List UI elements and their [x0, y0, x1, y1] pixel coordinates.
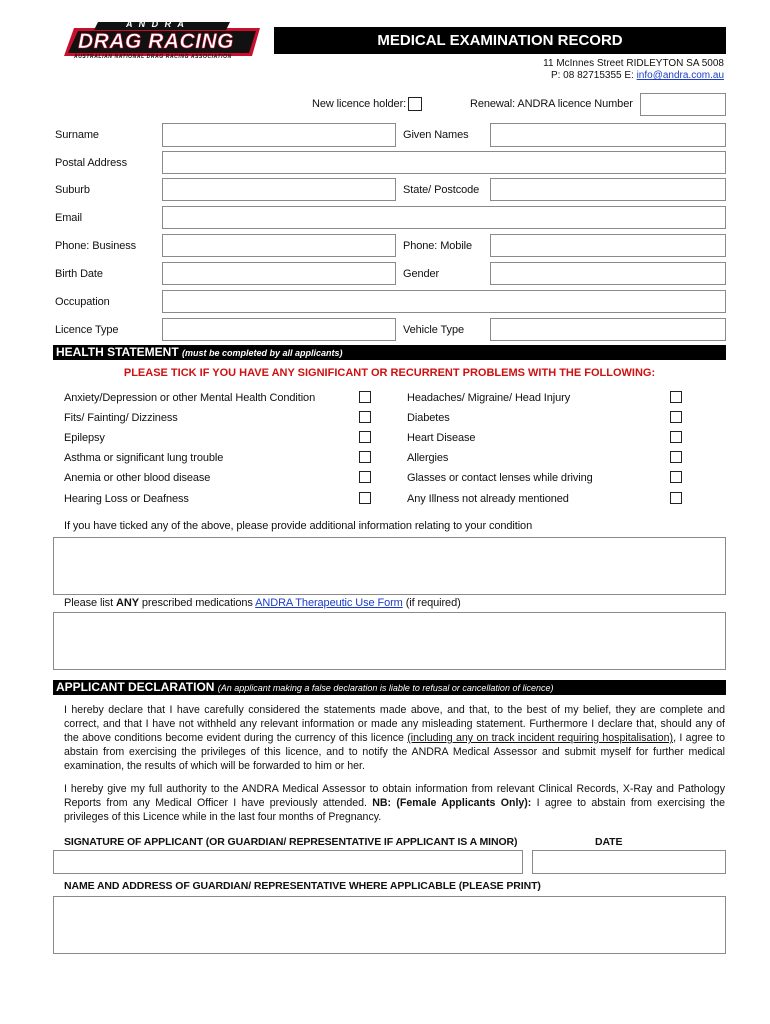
- new-licence-label: New licence holder:: [312, 98, 407, 110]
- licence-type-field[interactable]: [162, 318, 396, 341]
- condition-checkbox-left[interactable]: [359, 431, 371, 443]
- condition-label-left: Asthma or significant lung trouble: [64, 452, 224, 464]
- occupation-field[interactable]: [162, 290, 726, 313]
- condition-checkbox-left[interactable]: [359, 391, 371, 403]
- email-label: Email: [55, 212, 83, 224]
- condition-label-right: Allergies: [407, 452, 449, 464]
- condition-checkbox-left[interactable]: [359, 451, 371, 463]
- condition-checkbox-left[interactable]: [359, 411, 371, 423]
- medications-any: ANY: [116, 597, 139, 609]
- logo-main-text: DRAG RACING: [78, 30, 234, 53]
- declaration-paragraph-2: [64, 782, 725, 824]
- surname-label: Surname: [55, 129, 99, 141]
- additional-info-field[interactable]: [53, 537, 726, 595]
- condition-label-right: Diabetes: [407, 412, 450, 424]
- phone-business-field[interactable]: [162, 234, 396, 257]
- licence-type-label: Licence Type: [55, 324, 119, 336]
- para2-nb: NB: (Female Applicants Only):: [372, 797, 532, 809]
- vehicle-type-field[interactable]: [490, 318, 726, 341]
- para2-text-b: I agree to abstain from exercising the privileges of this Licence while in the last four months of Pregnancy.: [64, 797, 725, 823]
- postal-address-label: Postal Address: [55, 157, 127, 169]
- state-postcode-field[interactable]: [490, 178, 726, 201]
- health-heading: HEALTH STATEMENT: [56, 345, 179, 359]
- para1-text-b: , I agree to abstain from exercising the privileges of this licence, and to notify the ANDRA Medical Assessor and submit myself for further medical examination, the results of which will be forwarded to him or her.: [64, 732, 725, 772]
- para1-text-a: I hereby declare that I have carefully considered the statements made above, and that, to the best of my belief, they are complete and correct, and that I have not withheld any relevant information or made any misleading statement. Furthermore I declare that, should any of the above conditions become evident during the currency of this licence: [64, 704, 725, 744]
- birth-date-label: Birth Date: [55, 268, 103, 280]
- condition-checkbox-right[interactable]: [670, 431, 682, 443]
- therapeutic-use-form-link[interactable]: ANDRA Therapeutic Use Form: [255, 597, 403, 609]
- phone-mobile-field[interactable]: [490, 234, 726, 257]
- condition-label-right: Headaches/ Migraine/ Head Injury: [407, 392, 571, 404]
- para2-text-a: I hereby give my full authority to the ANDRA Medical Assessor to obtain information from relevant Clinical Records, X-Ray and Pathology Reports from any Medical Officer I have previously attended.: [64, 783, 725, 809]
- medications-field[interactable]: [53, 612, 726, 670]
- suburb-label: Suburb: [55, 184, 90, 196]
- health-heading-note: (must be completed by all applicants): [182, 348, 343, 358]
- condition-label-right: Any Illness not already mentioned: [407, 493, 569, 505]
- page-title: MEDICAL EXAMINATION RECORD: [377, 32, 623, 49]
- medications-suffix: (if required): [402, 597, 461, 609]
- given-names-field[interactable]: [490, 123, 726, 147]
- condition-checkbox-right[interactable]: [670, 492, 682, 504]
- guardian-field[interactable]: [53, 896, 726, 954]
- date-field[interactable]: [532, 850, 726, 874]
- condition-label-left: Anemia or other blood disease: [64, 472, 211, 484]
- birth-date-field[interactable]: [162, 262, 396, 285]
- licence-number-field[interactable]: [640, 93, 726, 116]
- logo-sub-text: AUSTRALIAN NATIONAL DRAG RACING ASSOCIATION: [74, 54, 232, 60]
- declaration-bar: [53, 680, 726, 695]
- email-field[interactable]: [162, 206, 726, 229]
- title-bar: [274, 27, 726, 54]
- given-names-label: Given Names: [403, 129, 469, 141]
- condition-checkbox-left[interactable]: [359, 492, 371, 504]
- condition-label-left: Anxiety/Depression or other Mental Health Condition: [64, 392, 316, 404]
- para1-underlined: (including any on track incident requiring hospitalisation): [407, 732, 674, 744]
- postal-address-field[interactable]: [162, 151, 726, 174]
- additional-info-prompt: If you have ticked any of the above, please provide additional information relating to your condition: [64, 520, 533, 532]
- condition-checkbox-right[interactable]: [670, 471, 682, 483]
- renewal-label: Renewal: ANDRA licence Number: [470, 98, 633, 110]
- declaration-heading-note: (An applicant making a false declaration is liable to refusal or cancellation of licence): [217, 683, 554, 693]
- signature-field[interactable]: [53, 850, 523, 874]
- phone-business-label: Phone: Business: [55, 240, 137, 252]
- date-label: DATE: [595, 836, 623, 848]
- contact-prefix: P: 08 82715355 E:: [550, 70, 637, 81]
- condition-checkbox-right[interactable]: [670, 411, 682, 423]
- suburb-field[interactable]: [162, 178, 396, 201]
- condition-checkbox-right[interactable]: [670, 451, 682, 463]
- declaration-heading: APPLICANT DECLARATION: [56, 680, 215, 694]
- health-statement-bar: [53, 345, 726, 360]
- condition-checkbox-left[interactable]: [359, 471, 371, 483]
- condition-label-right: Heart Disease: [407, 432, 476, 444]
- condition-label-left: Fits/ Fainting/ Dizziness: [64, 412, 178, 424]
- condition-label-left: Epilepsy: [64, 432, 105, 444]
- medications-prefix: Please list: [64, 597, 116, 609]
- state-postcode-label: State/ Postcode: [403, 184, 480, 196]
- new-licence-checkbox[interactable]: [408, 97, 422, 111]
- occupation-label: Occupation: [55, 296, 110, 308]
- address-line: 11 McInnes Street RIDLEYTON SA 5008: [543, 58, 724, 69]
- declaration-paragraph-1: [64, 703, 725, 773]
- guardian-label: NAME AND ADDRESS OF GUARDIAN/ REPRESENTATIVE WHERE APPLICABLE (PLEASE PRINT): [64, 880, 541, 892]
- gender-field[interactable]: [490, 262, 726, 285]
- condition-checkbox-right[interactable]: [670, 391, 682, 403]
- surname-field[interactable]: [162, 123, 396, 147]
- logo-top-text: A N D R A: [126, 19, 186, 29]
- condition-label-right: Glasses or contact lenses while driving: [407, 472, 593, 484]
- contact-line: [551, 70, 724, 81]
- email-link[interactable]: info@andra.com.au: [636, 70, 724, 81]
- signature-label: SIGNATURE OF APPLICANT (OR GUARDIAN/ REPRESENTATIVE IF APPLICANT IS A MINOR): [64, 836, 518, 848]
- vehicle-type-label: Vehicle Type: [403, 324, 464, 336]
- condition-label-left: Hearing Loss or Deafness: [64, 493, 189, 505]
- andra-logo: [60, 20, 270, 62]
- gender-label: Gender: [403, 268, 440, 280]
- phone-mobile-label: Phone: Mobile: [403, 240, 473, 252]
- medications-prompt: [64, 597, 461, 609]
- medications-mid: prescribed medications: [138, 597, 256, 609]
- health-instruction: PLEASE TICK IF YOU HAVE ANY SIGNIFICANT OR RECURRENT PROBLEMS WITH THE FOLLOWING:: [123, 367, 656, 379]
